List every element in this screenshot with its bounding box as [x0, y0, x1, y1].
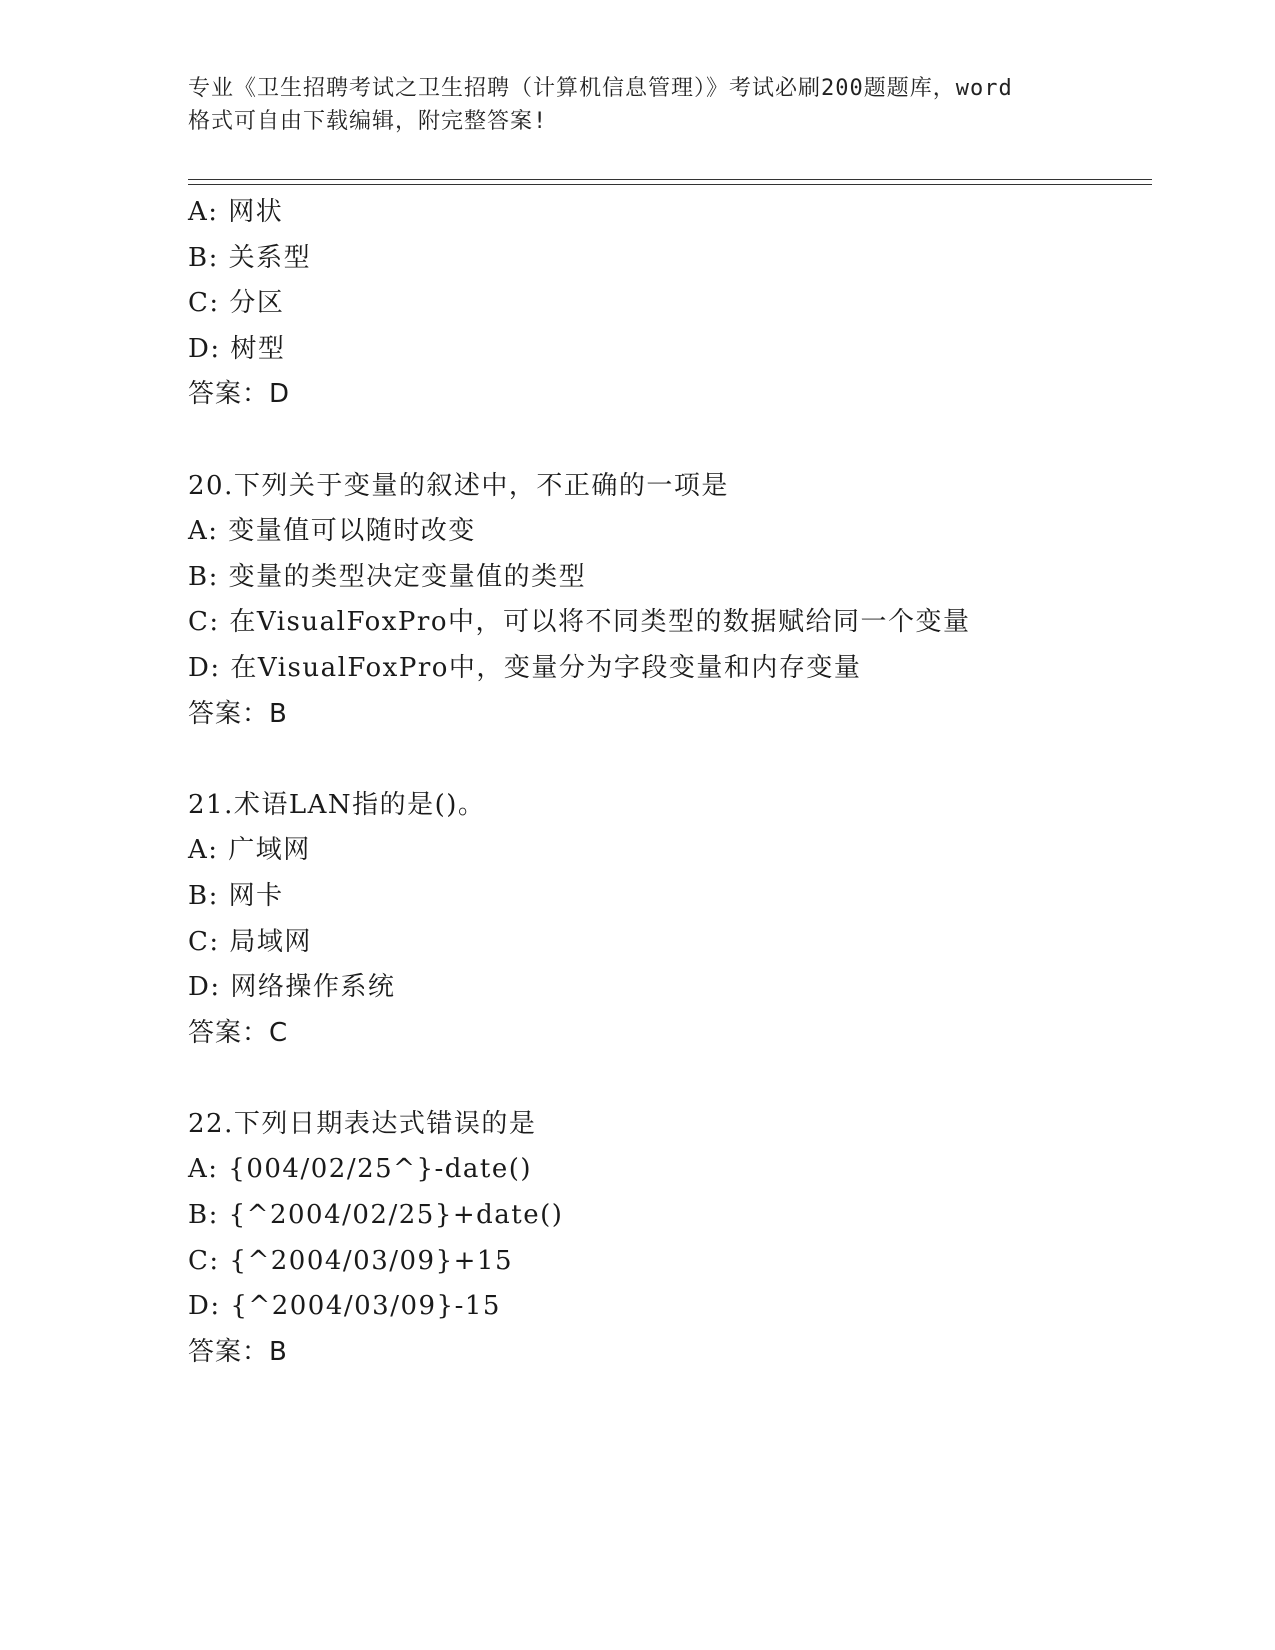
header-title-line-2: 格式可自由下载编辑，附完整答案!	[188, 109, 548, 134]
question-21	[188, 783, 1148, 1057]
question-22	[188, 1102, 1148, 1376]
q19-answer: 答案：D	[188, 379, 291, 410]
q20-answer: 答案：B	[188, 698, 288, 729]
q20-question-text: 20.下列关于变量的叙述中，不正确的一项是	[188, 470, 729, 501]
q20-option-d: D: 在VisualFoxPro中，变量分为字段变量和内存变量	[188, 652, 862, 683]
q22-option-a: A: {004/02/25^}-date()	[188, 1154, 533, 1185]
q19-option-a: A: 网状	[188, 197, 284, 227]
question-19-continued	[188, 190, 1148, 418]
header-divider-top	[188, 179, 1152, 180]
q21-answer: 答案：C	[188, 1017, 289, 1048]
q20-option-a: A: 变量值可以随时改变	[188, 516, 476, 547]
q19-option-d: D: 树型	[188, 333, 286, 364]
q21-question-text: 21.术语LAN指的是()。	[188, 789, 486, 820]
q19-option-c: C: 分区	[188, 288, 285, 319]
spacer	[188, 737, 1148, 783]
q20-option-b: B: 变量的类型决定变量值的类型	[188, 561, 587, 592]
document-header	[188, 72, 1088, 138]
question-20	[188, 464, 1148, 738]
q22-question-text: 22.下列日期表达式错误的是	[188, 1108, 537, 1139]
question-list	[188, 190, 1148, 1375]
q21-option-a: A: 广域网	[188, 835, 311, 866]
q21-option-b: B: 网卡	[188, 880, 284, 911]
q20-option-c: C: 在VisualFoxPro中，可以将不同类型的数据赋给同一个变量	[188, 607, 971, 638]
q21-option-c: C: 局域网	[188, 926, 312, 957]
q22-option-b: B: {^2004/02/25}+date()	[188, 1200, 564, 1231]
spacer	[188, 1056, 1148, 1102]
q19-option-b: B: 关系型	[188, 242, 312, 273]
spacer	[188, 418, 1148, 464]
q22-option-d: D: {^2004/03/09}-15	[188, 1291, 501, 1322]
q22-option-c: C: {^2004/03/09}+15	[188, 1245, 514, 1276]
header-divider-bottom	[188, 184, 1152, 185]
q21-option-d: D: 网络操作系统	[188, 972, 396, 1003]
header-title-line-1: 专业《卫生招聘考试之卫生招聘（计算机信息管理）》考试必刷200题题库，word	[188, 76, 1013, 101]
q22-answer: 答案：B	[188, 1336, 288, 1367]
